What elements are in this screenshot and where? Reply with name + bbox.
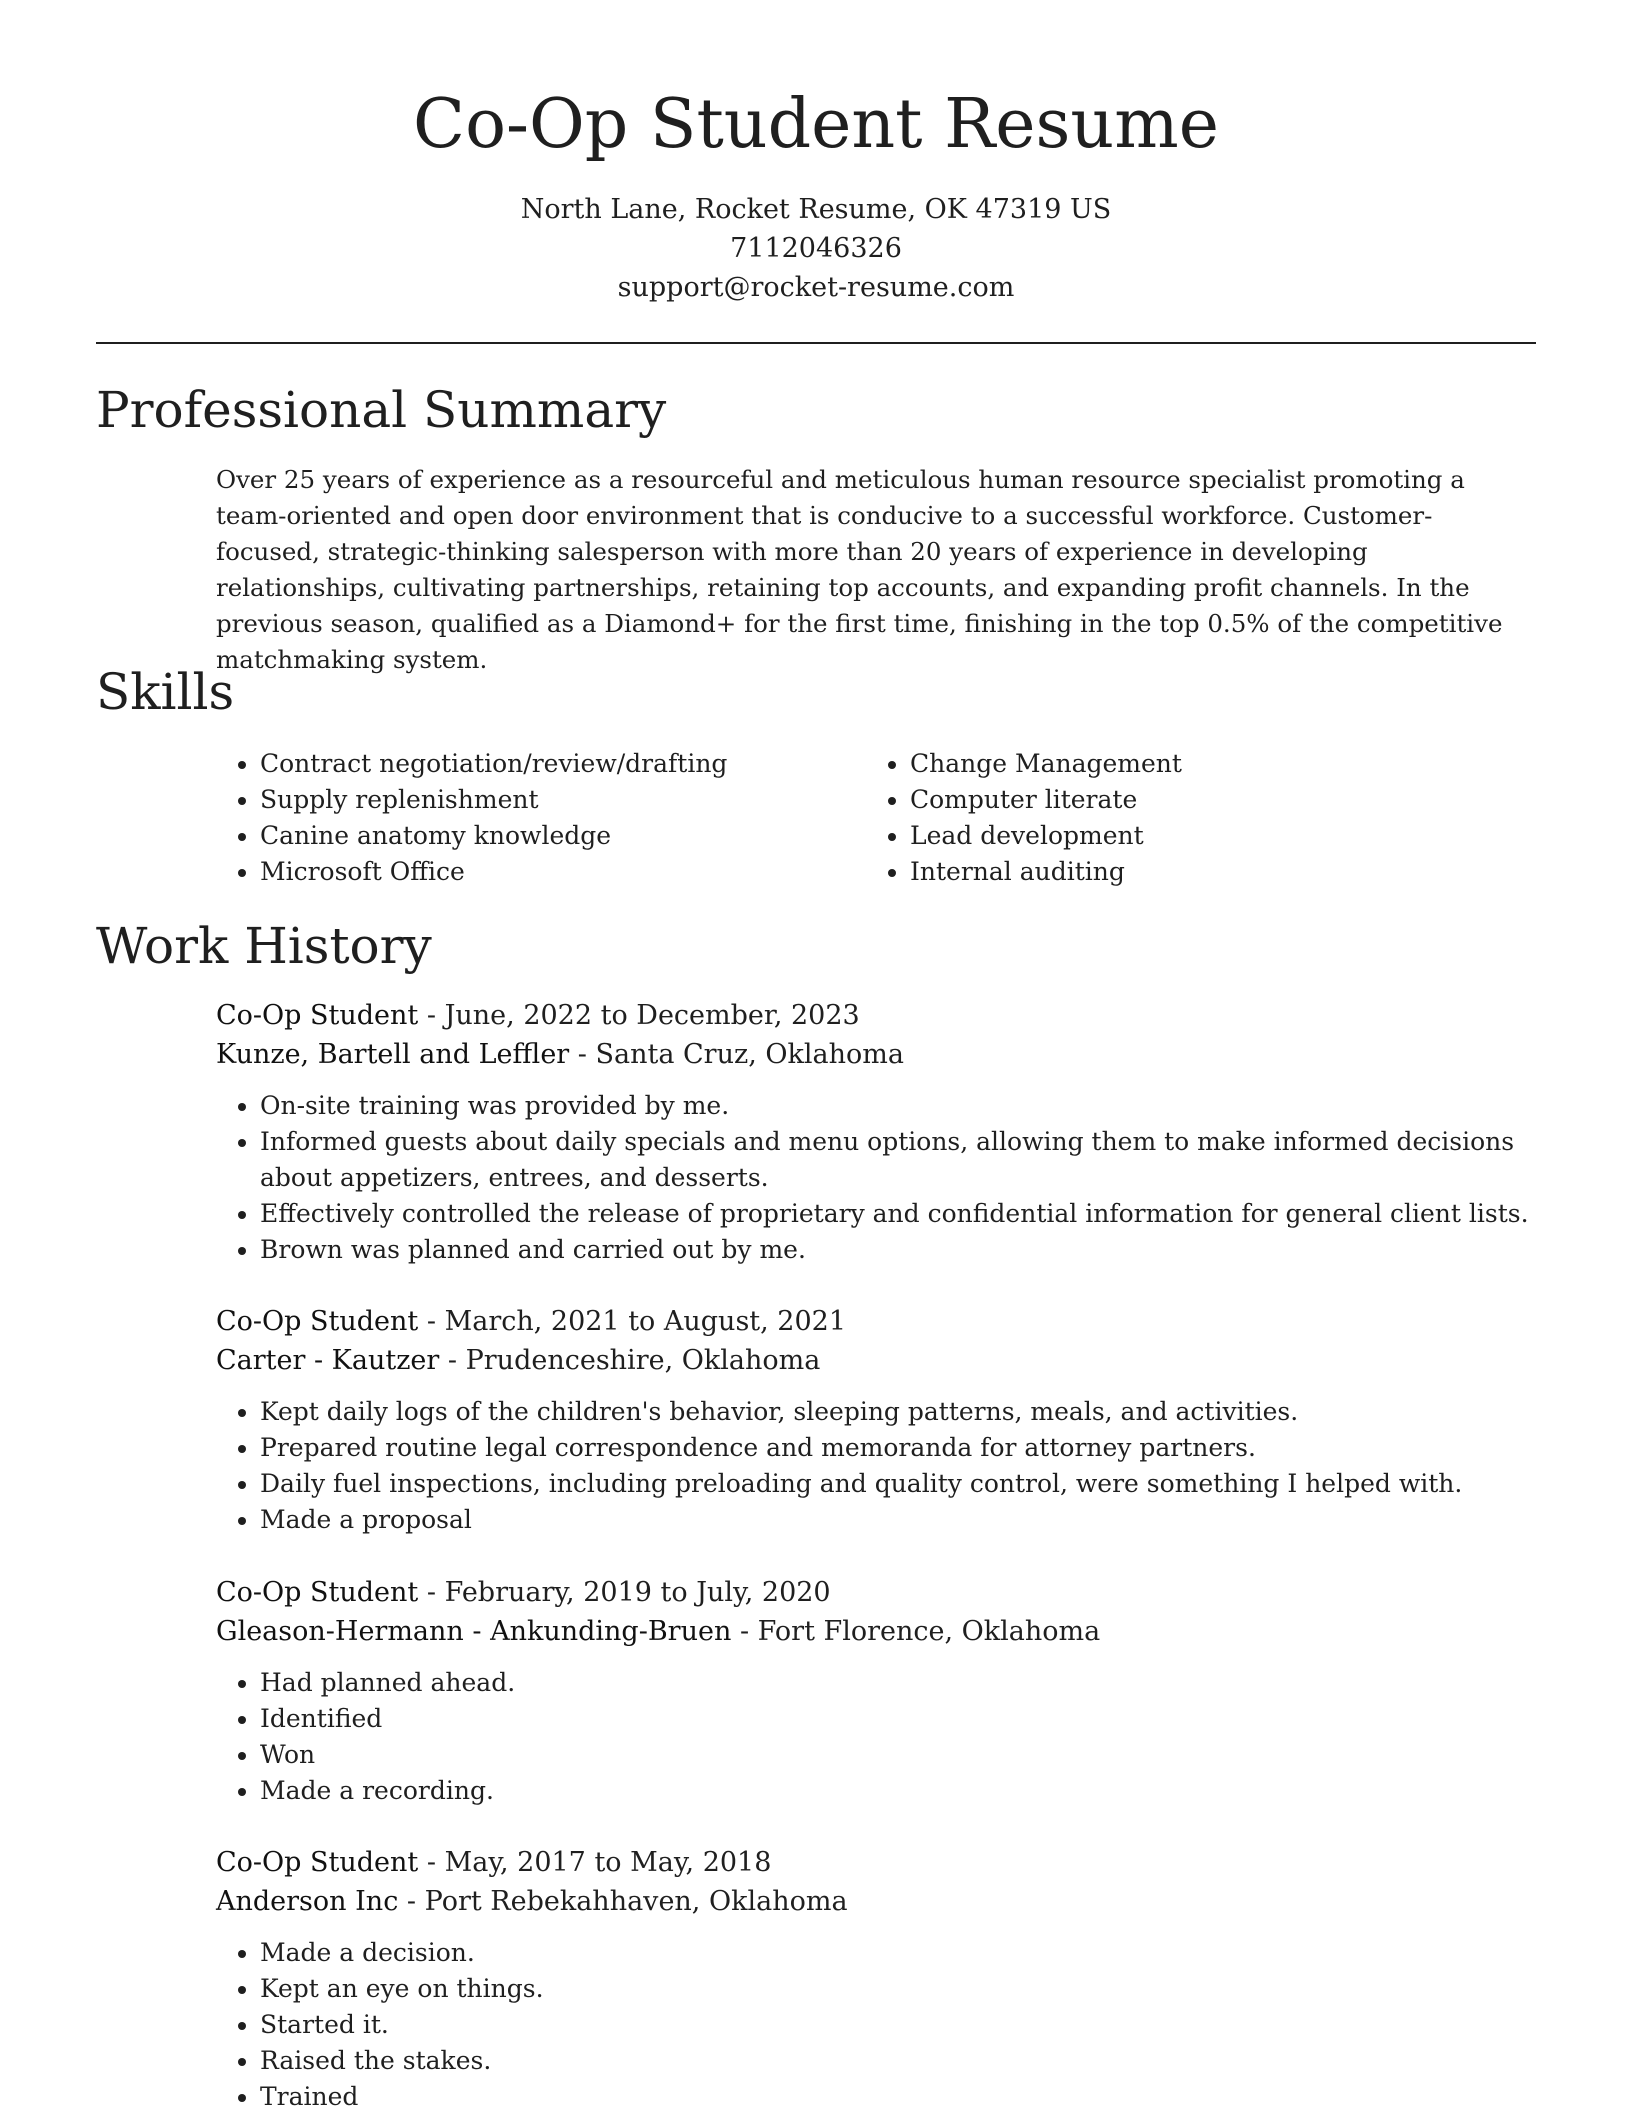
- section-title-summary: Professional Summary: [96, 381, 667, 439]
- job-bullet: • Had planned ahead.: [260, 1665, 1536, 1701]
- job-company: Anderson Inc: [216, 1886, 399, 1917]
- job-dates: - May, 2017 to May, 2018: [418, 1847, 772, 1878]
- job-dates: - March, 2021 to August, 2021: [418, 1306, 847, 1337]
- job-location: - Fort Florence, Oklahoma: [731, 1616, 1101, 1647]
- job-bullet: • Kept an eye on things.: [260, 1971, 1536, 2007]
- resume-title: Co-Op Student Resume: [413, 85, 1219, 164]
- job-entry: [216, 996, 1536, 1268]
- skill-item: • Microsoft Office: [260, 854, 866, 890]
- job-bullet: • Made a proposal: [260, 1502, 1536, 1538]
- job-company: Gleason-Hermann - Ankunding-Bruen: [216, 1616, 732, 1647]
- summary-text: Over 25 years of experience as a resourceful and meticulous human resource specialist promoting a team-oriented and open door environment that is conducive to a successful workforce. Customer-focused, strategic-thinking salesperson with more than 20 years of experience in developing relationships, cultivating partnerships, retaining top accounts, and expanding profit channels. In the previous season, qualified as a Diamond+ for the first time, finishing in the top 0.5% of the competitive matchmaking system.: [216, 465, 1503, 674]
- job-bullet: • Brown was planned and carried out by me.: [260, 1232, 1536, 1268]
- section-title-work: Work History: [96, 917, 432, 975]
- job-entry: [216, 1843, 1536, 2115]
- job-bullet: • Effectively controlled the release of proprietary and confidential information for general client lists.: [260, 1196, 1536, 1232]
- email: support@rocket-resume.com: [617, 272, 1015, 303]
- job-bullets: [216, 1394, 1536, 1538]
- skills-column-right: [866, 746, 1516, 890]
- job-location: - Port Rebekahhaven, Oklahoma: [398, 1886, 848, 1917]
- job-title: Co-Op Student: [216, 1577, 419, 1608]
- job-bullet: • Won: [260, 1737, 1536, 1773]
- job-title: Co-Op Student: [216, 1306, 419, 1337]
- job-company-line: [216, 1035, 1536, 1074]
- job-title-line: [216, 1573, 1536, 1612]
- job-company: Kunze, Bartell and Leffler: [216, 1039, 570, 1070]
- skills-column-left: [216, 746, 866, 890]
- phone: 7112046326: [730, 233, 902, 264]
- contact-block: [0, 190, 1632, 307]
- job-location: - Santa Cruz, Oklahoma: [569, 1039, 904, 1070]
- skill-item: • Contract negotiation/review/drafting: [260, 746, 866, 782]
- job-bullet: • Prepared routine legal correspondence and memoranda for attorney partners.: [260, 1430, 1536, 1466]
- job-entry: [216, 1302, 1536, 1538]
- skill-item: • Change Management: [910, 746, 1516, 782]
- job-company-line: [216, 1612, 1536, 1651]
- job-bullet: • Daily fuel inspections, including preloading and quality control, were something I helped with.: [260, 1466, 1536, 1502]
- job-bullet: • Identified: [260, 1701, 1536, 1737]
- job-bullet: • Trained: [260, 2079, 1536, 2115]
- job-dates: - June, 2022 to December, 2023: [418, 1000, 860, 1031]
- job-bullet: • Raised the stakes.: [260, 2043, 1536, 2079]
- job-title-line: [216, 1302, 1536, 1341]
- job-title: Co-Op Student: [216, 1000, 419, 1031]
- skill-item: • Lead development: [910, 818, 1516, 854]
- job-location: - Prudenceshire, Oklahoma: [439, 1345, 821, 1376]
- job-entry: [216, 1573, 1536, 1809]
- header-divider: [96, 342, 1536, 344]
- job-company-line: [216, 1341, 1536, 1380]
- job-bullet: • Kept daily logs of the children's behavior, sleeping patterns, meals, and activities.: [260, 1394, 1536, 1430]
- job-bullet: • Made a recording.: [260, 1773, 1536, 1809]
- job-title: Co-Op Student: [216, 1847, 419, 1878]
- job-bullet: • Made a decision.: [260, 1935, 1536, 1971]
- skill-item: • Supply replenishment: [260, 782, 866, 818]
- job-title-line: [216, 1843, 1536, 1882]
- job-bullet: • Started it.: [260, 2007, 1536, 2043]
- job-company-line: [216, 1882, 1536, 1921]
- skill-item: • Canine anatomy knowledge: [260, 818, 866, 854]
- job-bullets: [216, 1935, 1536, 2115]
- job-bullets: [216, 1088, 1536, 1268]
- skill-item: • Internal auditing: [910, 854, 1516, 890]
- skill-item: • Computer literate: [910, 782, 1516, 818]
- job-bullet: • On-site training was provided by me.: [260, 1088, 1536, 1124]
- job-bullets: [216, 1665, 1536, 1809]
- skills-list: [216, 746, 1536, 890]
- section-title-skills: Skills: [96, 663, 235, 721]
- job-dates: - February, 2019 to July, 2020: [418, 1577, 831, 1608]
- job-company: Carter - Kautzer: [216, 1345, 440, 1376]
- job-title-line: [216, 996, 1536, 1035]
- job-bullet: • Informed guests about daily specials and menu options, allowing them to make informed decisions about appetizers, entrees, and desserts.: [260, 1124, 1536, 1196]
- address: North Lane, Rocket Resume, OK 47319 US: [520, 194, 1112, 225]
